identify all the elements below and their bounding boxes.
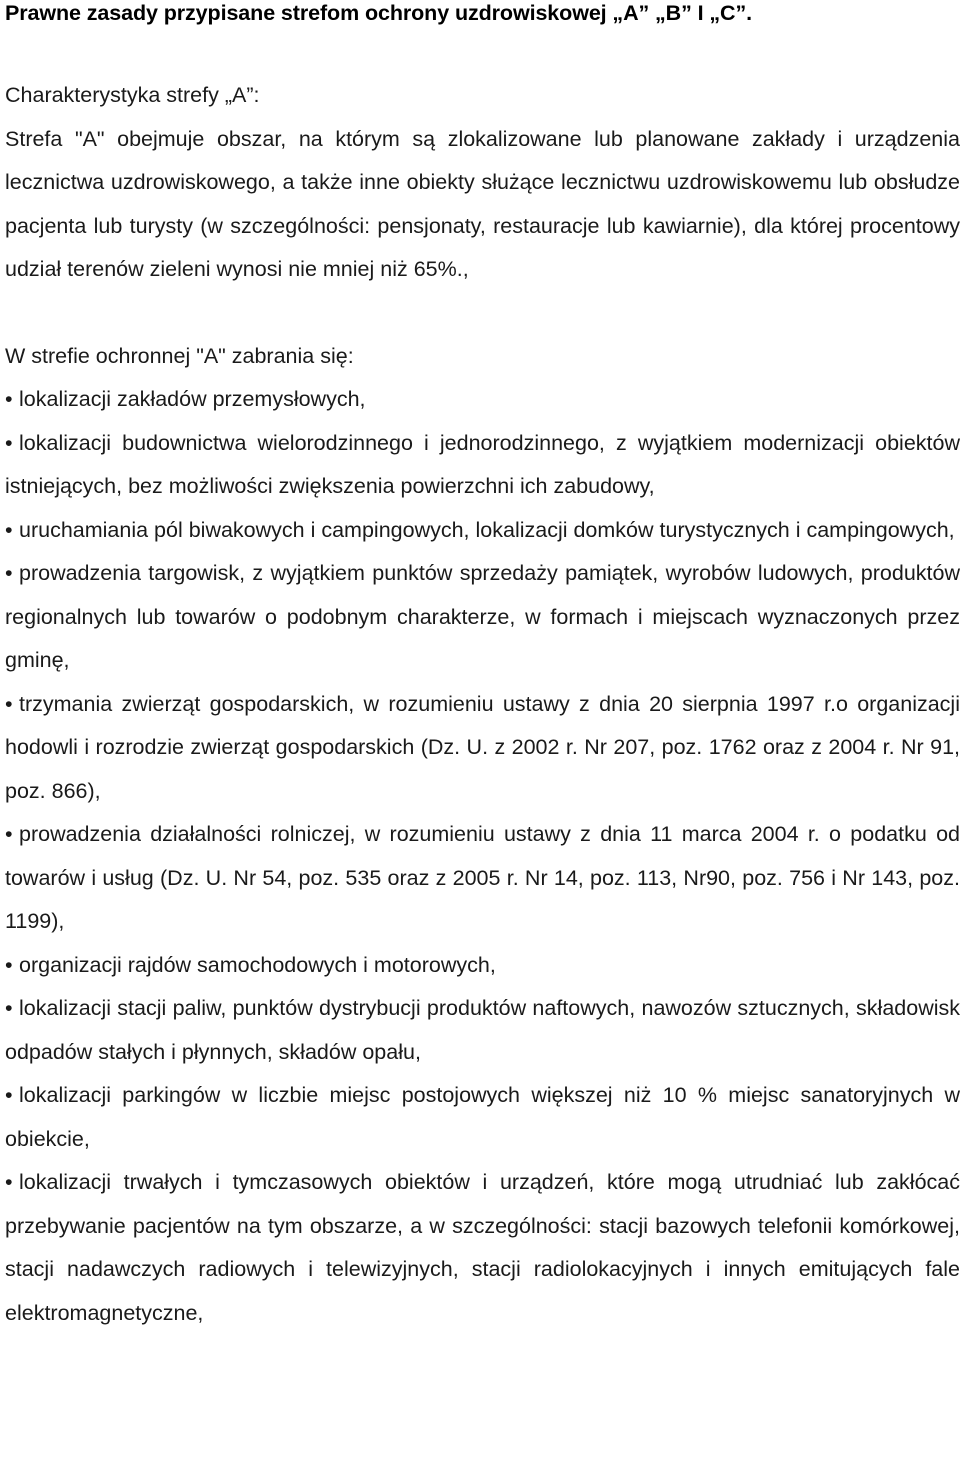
bullet-icon: • [5,1170,13,1194]
prohibitions-list [5,378,960,1335]
bullet-icon: • [5,996,13,1020]
prohibition-item [5,378,960,422]
section-a-heading: Charakterystyka strefy „A”: [5,83,260,107]
prohibition-text: prowadzenia targowisk, z wyjątkiem punktów sprzedaży pamiątek, wyrobów ludowych, produktów regionalnych lub towarów o podobnym charakterze, w formach i miejscach wyznaczonych przez gminę, [5,561,960,672]
bullet-icon: • [5,561,13,585]
document-title: Prawne zasady przypisane strefom ochrony uzdrowiskowej „A” „B” I „C”. [5,1,752,25]
bullet-icon: • [5,952,13,977]
bullet-icon: • [5,691,13,716]
prohibition-text: lokalizacji budownictwa wielorodzinnego i jednorodzinnego, z wyjątkiem modernizacji obiektów istniejących, bez możliwości zwiększenia powierzchni ich zabudowy, [5,430,960,498]
prohibition-item [5,1074,960,1161]
prohibition-item [5,422,960,509]
prohibition-text: lokalizacji stacji paliw, punktów dystrybucji produktów naftowych, nawozów sztucznych, składowisk odpadów stałych i płynnych, składów opału, [5,996,960,1064]
prohibition-item [5,509,960,553]
prohibition-text: lokalizacji parkingów w liczbie miejsc postojowych większej niż 10 % miejsc sanatoryjnych w obiekcie, [5,1083,960,1151]
prohibition-text: prowadzenia działalności rolniczej, w rozumieniu ustawy z dnia 11 marca 2004 r. o podatku od towarów i usług (Dz. U. Nr 54, poz. 535 oraz z 2005 r. Nr 14, poz. 113, Nr90, poz. 756 i Nr 143, poz. 1199), [5,822,960,933]
prohibition-text: organizacji rajdów samochodowych i motorowych, [19,952,496,977]
bullet-icon: • [5,822,13,846]
prohibition-text: lokalizacji zakładów przemysłowych, [19,387,366,411]
prohibition-item [5,813,960,944]
prohibition-item [5,552,960,683]
prohibition-text: uruchamiania pól biwakowych i campingowych, lokalizacji domków turystycznych i campingowych, [19,517,955,542]
prohibition-text: lokalizacji trwałych i tymczasowych obiektów i urządzeń, które mogą utrudniać lub zakłócać przebywanie pacjentów na tym obszarze, a w szczególności: stacji bazowych telefonii komórkowej, stacji nadawczych radiowych i telewizyjnych, stacji radiolokacyjnych i innych emitujących fale elektromagnetyczne, [5,1170,960,1325]
bullet-icon: • [5,517,13,542]
prohibition-item [5,683,960,814]
bullet-icon: • [5,430,13,455]
prohibition-item [5,1161,960,1335]
prohibitions-heading: W strefie ochronnej "A" zabrania się: [5,343,354,368]
prohibition-item [5,987,960,1074]
bullet-icon: • [5,387,13,411]
section-a-paragraph: Strefa "A" obejmuje obszar, na którym są zlokalizowane lub planowane zakłady i urządzenia lecznictwa uzdrowiskowego, a także inne obiekty służące lecznictwu uzdrowiskowemu lub obsłudze pacjenta lub turysty (w szczególności: pensjonaty, restauracje lub kawiarnie), dla której procentowy udział terenów zieleni wynosi nie mniej niż 65%., [5,126,960,281]
bullet-icon: • [5,1083,13,1107]
prohibition-item [5,944,960,988]
prohibition-text: trzymania zwierząt gospodarskich, w rozumieniu ustawy z dnia 20 sierpnia 1997 r.o organizacji hodowli i rozrodzie zwierząt gospodarskich (Dz. U. z 2002 r. Nr 207, poz. 1762 oraz z 2004 r. Nr 91, poz. 866), [5,691,960,803]
